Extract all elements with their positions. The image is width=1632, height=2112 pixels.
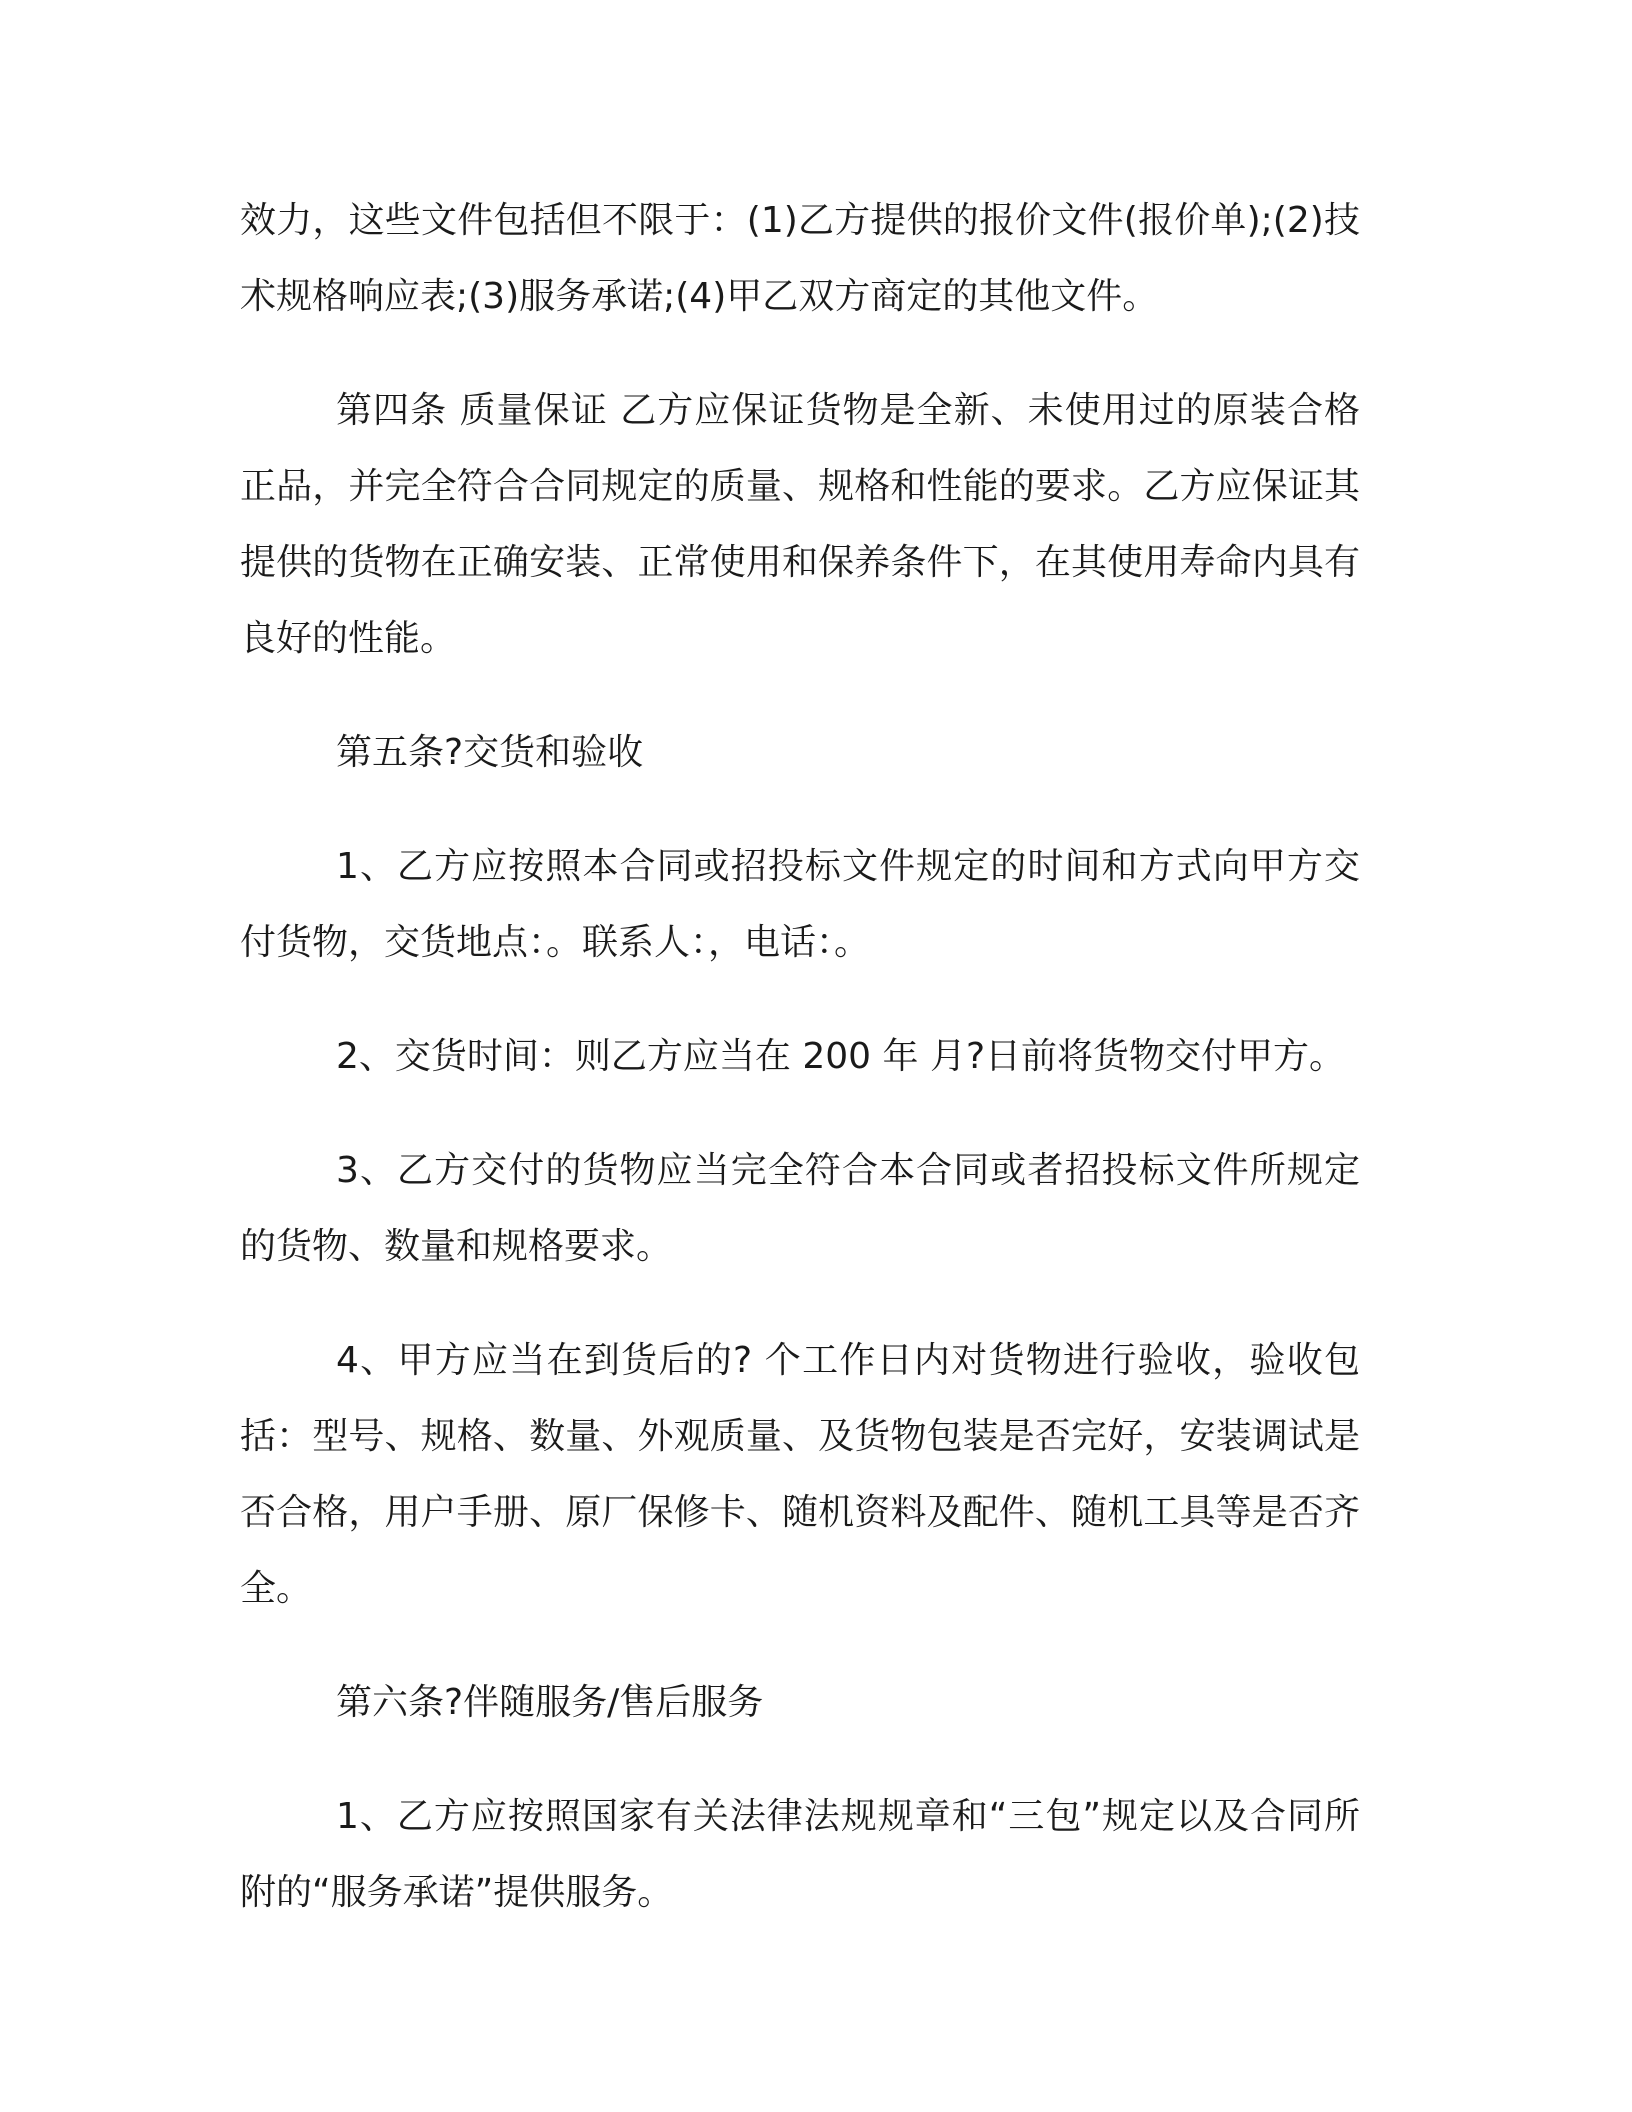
heading-article-6: 第六条?伴随服务/售后服务 bbox=[336, 1682, 764, 1723]
paragraph-article-5-item-2: 2、交货时间：则乙方应当在 200 年 月?日前将货物交付甲方。 bbox=[336, 1036, 1346, 1077]
heading-article-5: 第五条?交货和验收 bbox=[336, 732, 644, 773]
paragraph-article-5-item-1: 1、乙方应按照本合同或招投标文件规定的时间和方式向甲方交付货物，交货地点：。联系人：，电话：。 bbox=[240, 846, 1360, 963]
paragraph-article-4-quality: 第四条 质量保证 乙方应保证货物是全新、未使用过的原装合格正品，并完全符合合同规定的质量、规格和性能的要求。乙方应保证其提供的货物在正确安装、正常使用和保养条件下，在其使用寿命内具有良好的性能。 bbox=[240, 390, 1360, 659]
paragraph-article-5-item-4: 4、甲方应当在到货后的? 个工作日内对货物进行验收，验收包括：型号、规格、数量、外观质量、及货物包装是否完好，安装调试是否合格，用户手册、原厂保修卡、随机资料及配件、随机工具等是否齐全。 bbox=[240, 1340, 1360, 1609]
paragraph-continuation: 效力，这些文件包括但不限于：(1)乙方提供的报价文件(报价单);(2)技术规格响应表;(3)服务承诺;(4)甲乙双方商定的其他文件。 bbox=[240, 200, 1360, 317]
paragraph-article-6-item-1: 1、乙方应按照国家有关法律法规规章和“三包”规定以及合同所附的“服务承诺”提供服务。 bbox=[240, 1796, 1360, 1913]
paragraph-article-5-item-3: 3、乙方交付的货物应当完全符合本合同或者招投标文件所规定的货物、数量和规格要求。 bbox=[240, 1150, 1360, 1267]
document-body bbox=[240, 183, 1360, 1969]
